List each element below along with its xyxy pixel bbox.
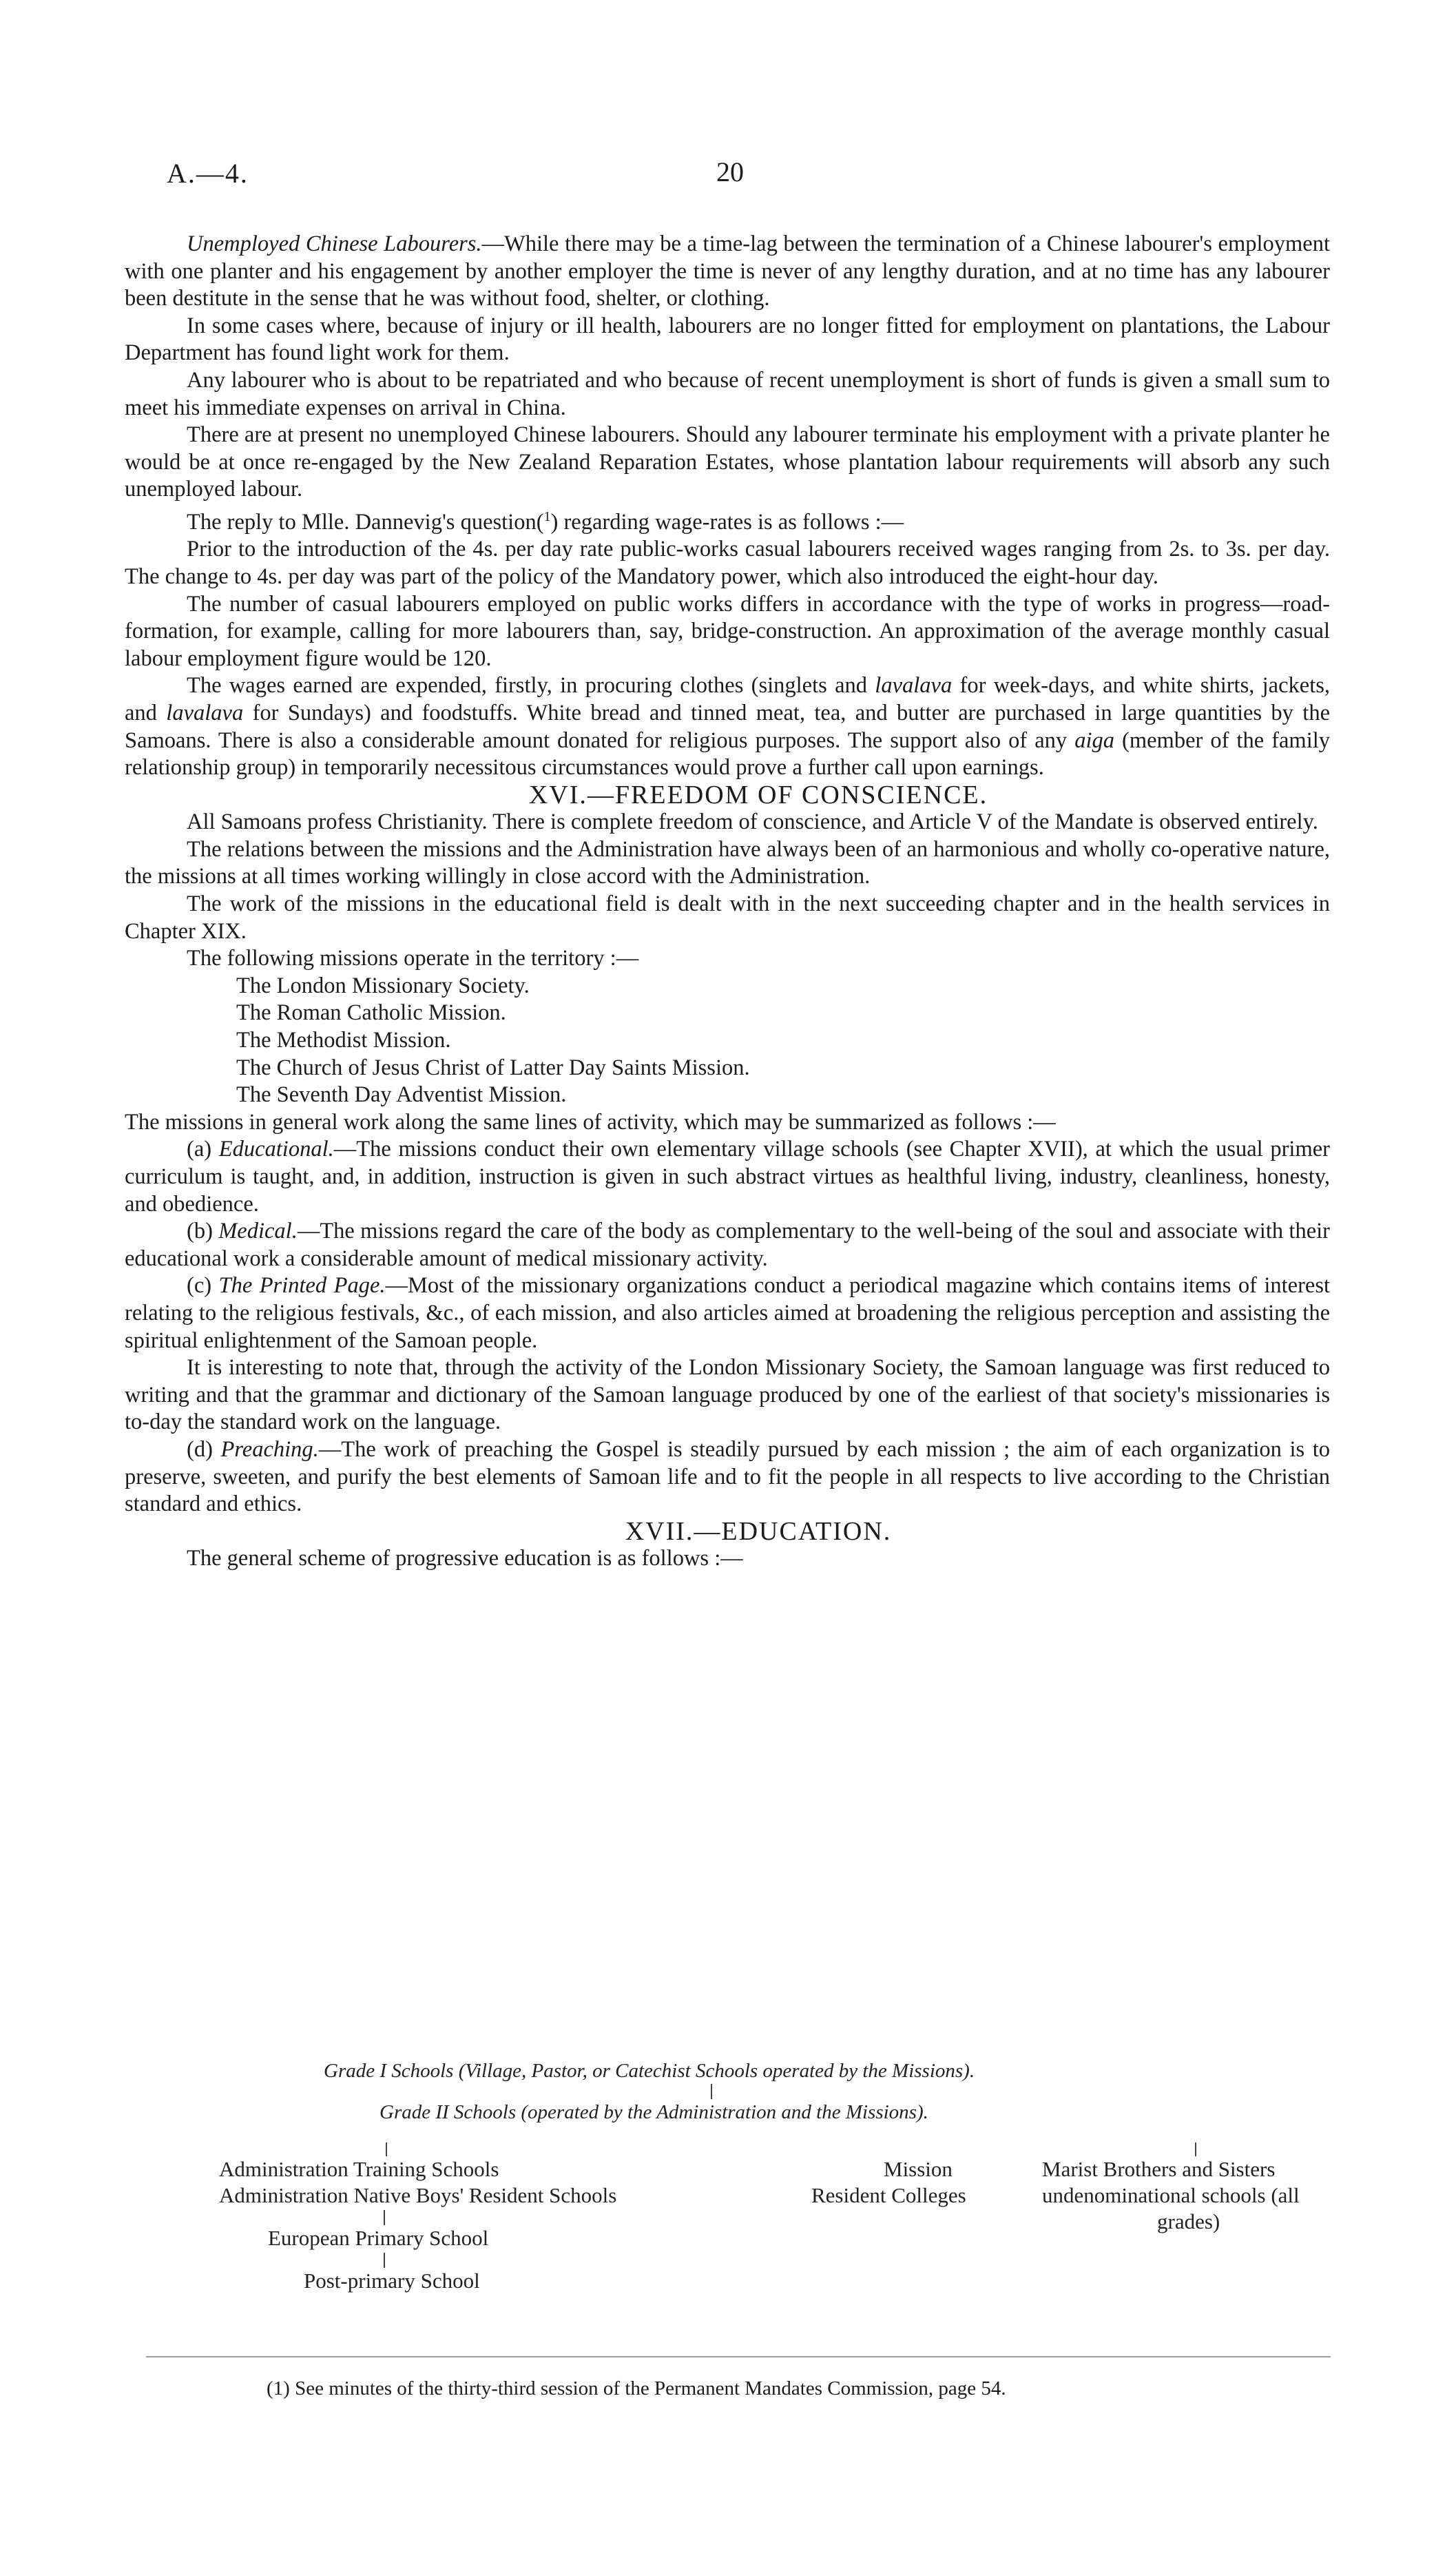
document-reference: A.—4. [167, 158, 249, 189]
footnote-reference: 1 [543, 508, 551, 524]
mission-resident-colleges: Resident Colleges [811, 2183, 966, 2207]
mission-label: Mission [884, 2157, 953, 2181]
paragraph: The reply to Mlle. Dannevig's question($^1$) regarding wage-rates is as follows :— [187, 508, 904, 535]
footnote-mark: (1) [267, 2377, 290, 2399]
paragraph: Unemployed Chinese Labourers.—While there may be a time-lag between the termination of a Chinese labourer's employment with one planter and his engagement by another employer the time is never of any lengthy duration, and at no time has any labourer been destitute in the sense that he was without food, shelter, or clothing. [125, 231, 1330, 311]
paragraph: (d) Preaching.—The work of preaching the Gospel is steadily pursued by each mission ; the aim of each organization is to preserve, sweeten, and purify the best elements of Samoan life and to fit the people in all respects to live according to the Christian standard and ethics. [125, 1436, 1330, 1517]
undenominational-schools: undenominational schools (all [1042, 2183, 1300, 2207]
paragraph: In some cases where, because of injury or ill health, labourers are no longer fitted for employment on plantations, the Labour Department has found light work for them. [125, 313, 1330, 366]
paragraph: There are at present no unemployed Chinese labourers. Should any labourer terminate his employment with a private planter he would be at once re-engaged by the New Zealand Reparation Estates, whose plantation labour requirements will absorb any such unemployed labour. [125, 422, 1330, 502]
post-primary-school: Post-primary School [304, 2269, 480, 2293]
all-grades: grades) [1157, 2209, 1220, 2233]
paragraph: (a) Educational.—The missions conduct their own elementary village schools (see Chapter XVII), at which the usual primer curriculum is taught, and, in addition, instruction is given in such abstract virtues as healthful living, industry, cleanliness, honesty, and obedience. [125, 1137, 1330, 1217]
paragraph: The work of the missions in the educational field is dealt with in the next succeeding chapter and in the health services in Chapter XIX. [125, 891, 1330, 944]
european-primary-school: European Primary School [268, 2226, 489, 2250]
paragraph: The relations between the missions and the Administration have always been of an harmonious and wholly co-operative nature, the missions at all times working willingly in close accord with the Administration. [125, 836, 1330, 889]
list-item: The London Missionary Society. [236, 973, 530, 998]
grade-two-label: Grade II Schools (operated by the Administration and the Missions). [379, 2101, 928, 2123]
paragraph: The following missions operate in the territory :— [187, 946, 639, 971]
list-item: The Church of Jesus Christ of Latter Day Saints Mission. [236, 1055, 750, 1080]
paragraph: All Samoans profess Christianity. There is complete freedom of conscience, and Article V of the Mandate is observed entirely. [187, 809, 1318, 835]
paragraph: The general scheme of progressive education is as follows :— [187, 1546, 743, 1571]
footnote-divider [146, 2356, 1331, 2357]
paragraph: (b) Medical.—The missions regard the care of the body as complementary to the well-being of the soul and associate with their educational work a considerable amount of medical missionary activity. [125, 1219, 1330, 1271]
connector-line [384, 2253, 385, 2268]
paragraph: Any labourer who is about to be repatriated and who because of recent unemployment is short of funds is given a small sum to meet his immediate expenses on arrival in China. [125, 367, 1330, 420]
connector-line [386, 2142, 387, 2156]
section-heading: XVII.—EDUCATION. [625, 1516, 892, 1546]
missions-list [125, 973, 1330, 1109]
section-heading: XVI.—FREEDOM OF CONSCIENCE. [528, 780, 988, 809]
connector-line [1195, 2142, 1196, 2156]
paragraph: It is interesting to note that, through the activity of the London Missionary Society, the Samoan language was first reduced to writing and that the grammar and dictionary of the Samoan language produced by one of the earliest of that society's missionaries is to-day the standard work on the language. [125, 1355, 1330, 1435]
paragraph: (c) The Printed Page.—Most of the missionary organizations conduct a periodical magazine which contains items of interest relating to the religious festivals, &c., of each mission, and also articles aimed at broadening the religious perception and assisting the spiritual enlightenment of the Samoan people. [125, 1273, 1331, 1353]
footnote-text: See minutes of the thirty-third session of the Permanent Mandates Commission, page 54. [289, 2377, 1006, 2399]
grade-one-label: Grade I Schools (Village, Pastor, or Catechist Schools operated by the Missions). [324, 2060, 975, 2082]
footnote [267, 2377, 1006, 2400]
page-number: 20 [716, 156, 744, 187]
paragraph: The wages earned are expended, firstly, in procuring clothes (singlets and lavalava for week-days, and white shirts, jackets, and lavalava for Sundays) and foodstuffs. White bread and tinned meat, tea, and butter are purchased in large quantities by the Samoans. There is also a considerable amount donated for religious purposes. The support also of any aiga (member of the family relationship group) in temporarily necessitous circumstances would prove a further call upon earnings. [125, 673, 1331, 781]
connector-line [384, 2210, 385, 2225]
marist-brothers-sisters: Marist Brothers and Sisters [1042, 2157, 1276, 2181]
admin-training-schools: Administration Training Schools [219, 2157, 499, 2181]
paragraph-lead: Unemployed Chinese Labourers. [187, 231, 482, 256]
paragraph: Prior to the introduction of the 4s. per day rate public-works casual labourers received wages ranging from 2s. to 3s. per day. The change to 4s. per day was part of the policy of the Mandatory power, which also introduced the eight-hour day. [125, 537, 1330, 589]
body-text [125, 231, 1330, 1573]
paragraph: The missions in general work along the same lines of activity, which may be summarized as follows :— [125, 1109, 1056, 1135]
list-item: The Roman Catholic Mission. [236, 1000, 506, 1026]
paragraph: The number of casual labourers employed on public works differs in accordance with the type of works in progress—road-formation, for example, calling for more labourers than, say, bridge-construction. An approximation of the average monthly casual labour employment figure would be 120. [125, 591, 1330, 671]
connector-line [711, 2084, 712, 2099]
list-item: The Methodist Mission. [236, 1028, 451, 1053]
admin-native-boys-schools: Administration Native Boys' Resident Schools [219, 2183, 617, 2207]
list-item: The Seventh Day Adventist Mission. [236, 1082, 567, 1108]
